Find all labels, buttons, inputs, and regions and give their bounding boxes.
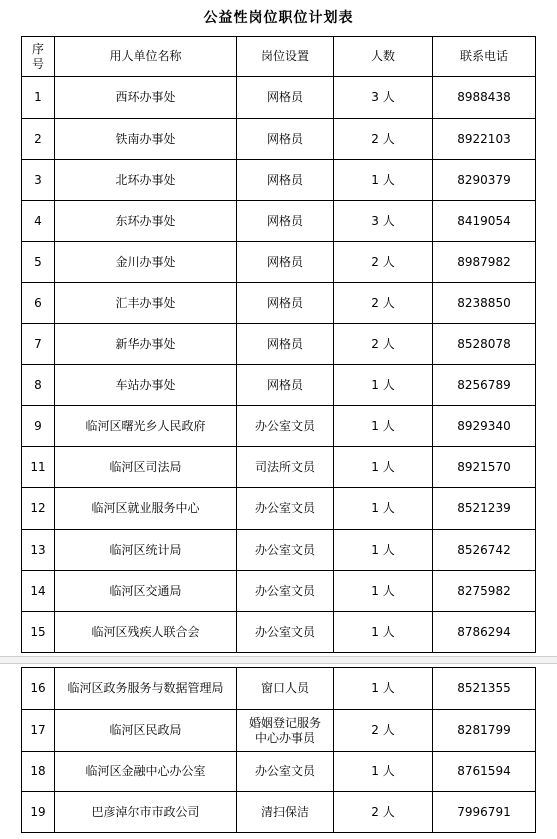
cell-count: 1 人 — [334, 752, 433, 792]
cell-seq: 17 — [22, 710, 55, 752]
cell-unit: 铁南办事处 — [55, 119, 237, 160]
cell-position: 办公室文员 — [237, 530, 334, 571]
cell-position: 网格员 — [237, 201, 334, 242]
cell-position: 办公室文员 — [237, 488, 334, 530]
cell-phone: 8987982 — [433, 242, 536, 283]
header-count: 人数 — [334, 37, 433, 77]
cell-count: 1 人 — [334, 488, 433, 530]
cell-position: 婚姻登记服务 中心办事员 — [237, 710, 334, 752]
cell-position: 司法所文员 — [237, 447, 334, 488]
cell-seq: 1 — [22, 77, 55, 119]
cell-unit: 新华办事处 — [55, 324, 237, 365]
cell-count: 1 人 — [334, 571, 433, 612]
cell-unit: 临河区民政局 — [55, 710, 237, 752]
cell-seq: 3 — [22, 160, 55, 201]
cell-unit: 汇丰办事处 — [55, 283, 237, 324]
table-row — [22, 242, 536, 283]
cell-position: 网格员 — [237, 119, 334, 160]
cell-count: 2 人 — [334, 792, 433, 833]
table-row — [22, 283, 536, 324]
table-row — [22, 447, 536, 488]
cell-phone: 8922103 — [433, 119, 536, 160]
table-row — [22, 365, 536, 406]
page-title: 公益性岗位职位计划表 — [203, 10, 354, 26]
cell-position: 网格员 — [237, 77, 334, 119]
cell-phone: 8761594 — [433, 752, 536, 792]
cell-position: 办公室文员 — [237, 571, 334, 612]
cell-count: 1 人 — [334, 365, 433, 406]
cell-phone: 8281799 — [433, 710, 536, 752]
cell-unit: 临河区政务服务与数据管理局 — [55, 668, 237, 710]
page-break — [0, 656, 557, 664]
cell-phone: 8419054 — [433, 201, 536, 242]
cell-count: 2 人 — [334, 710, 433, 752]
cell-count: 2 人 — [334, 283, 433, 324]
cell-unit: 车站办事处 — [55, 365, 237, 406]
cell-phone: 8786294 — [433, 612, 536, 653]
header-position: 岗位设置 — [237, 37, 334, 77]
cell-phone: 8521355 — [433, 668, 536, 710]
table-row — [22, 668, 536, 710]
cell-unit: 巴彦淖尔市市政公司 — [55, 792, 237, 833]
cell-phone: 8521239 — [433, 488, 536, 530]
cell-seq: 15 — [22, 612, 55, 653]
cell-position: 网格员 — [237, 365, 334, 406]
cell-unit: 临河区就业服务中心 — [55, 488, 237, 530]
cell-unit: 临河区残疾人联合会 — [55, 612, 237, 653]
cell-phone: 8988438 — [433, 77, 536, 119]
table-row — [22, 612, 536, 653]
cell-seq: 14 — [22, 571, 55, 612]
cell-position: 窗口人员 — [237, 668, 334, 710]
cell-seq: 8 — [22, 365, 55, 406]
cell-count: 3 人 — [334, 77, 433, 119]
cell-position: 网格员 — [237, 160, 334, 201]
cell-seq: 13 — [22, 530, 55, 571]
cell-unit: 临河区交通局 — [55, 571, 237, 612]
cell-seq: 6 — [22, 283, 55, 324]
table-row — [22, 160, 536, 201]
header-phone: 联系电话 — [433, 37, 536, 77]
cell-position: 清扫保洁 — [237, 792, 334, 833]
header-seq: 序号 — [22, 37, 55, 77]
cell-seq: 12 — [22, 488, 55, 530]
cell-position: 办公室文员 — [237, 752, 334, 792]
cell-phone: 8929340 — [433, 406, 536, 447]
cell-phone: 8921570 — [433, 447, 536, 488]
cell-count: 1 人 — [334, 612, 433, 653]
table-row — [22, 530, 536, 571]
table-header-row — [22, 37, 536, 77]
cell-count: 1 人 — [334, 668, 433, 710]
cell-unit: 东环办事处 — [55, 201, 237, 242]
cell-seq: 19 — [22, 792, 55, 833]
cell-unit: 金川办事处 — [55, 242, 237, 283]
cell-count: 2 人 — [334, 119, 433, 160]
table-row — [22, 406, 536, 447]
cell-position: 网格员 — [237, 324, 334, 365]
table-row — [22, 792, 536, 833]
plan-table-continued — [21, 667, 536, 833]
cell-seq: 16 — [22, 668, 55, 710]
cell-seq: 4 — [22, 201, 55, 242]
table-row — [22, 571, 536, 612]
cell-phone: 7996791 — [433, 792, 536, 833]
header-unit: 用人单位名称 — [55, 37, 237, 77]
cell-seq: 18 — [22, 752, 55, 792]
table-row — [22, 324, 536, 365]
table-row — [22, 710, 536, 752]
table-row — [22, 752, 536, 792]
cell-count: 2 人 — [334, 242, 433, 283]
cell-count: 2 人 — [334, 324, 433, 365]
table-row — [22, 77, 536, 119]
cell-position: 办公室文员 — [237, 612, 334, 653]
plan-table — [21, 36, 536, 653]
cell-seq: 5 — [22, 242, 55, 283]
cell-count: 3 人 — [334, 201, 433, 242]
cell-unit: 临河区金融中心办公室 — [55, 752, 237, 792]
cell-seq: 11 — [22, 447, 55, 488]
cell-seq: 7 — [22, 324, 55, 365]
cell-phone: 8275982 — [433, 571, 536, 612]
cell-count: 1 人 — [334, 406, 433, 447]
cell-seq: 2 — [22, 119, 55, 160]
cell-unit: 西环办事处 — [55, 77, 237, 119]
cell-count: 1 人 — [334, 530, 433, 571]
cell-count: 1 人 — [334, 160, 433, 201]
cell-unit: 临河区司法局 — [55, 447, 237, 488]
cell-position: 网格员 — [237, 242, 334, 283]
cell-unit: 北环办事处 — [55, 160, 237, 201]
table-row — [22, 119, 536, 160]
cell-unit: 临河区曙光乡人民政府 — [55, 406, 237, 447]
cell-unit: 临河区统计局 — [55, 530, 237, 571]
cell-position: 网格员 — [237, 283, 334, 324]
cell-seq: 9 — [22, 406, 55, 447]
cell-count: 1 人 — [334, 447, 433, 488]
table-row — [22, 201, 536, 242]
cell-position: 办公室文员 — [237, 406, 334, 447]
cell-phone: 8256789 — [433, 365, 536, 406]
table-row — [22, 488, 536, 530]
cell-phone: 8290379 — [433, 160, 536, 201]
cell-phone: 8238850 — [433, 283, 536, 324]
cell-phone: 8526742 — [433, 530, 536, 571]
cell-phone: 8528078 — [433, 324, 536, 365]
